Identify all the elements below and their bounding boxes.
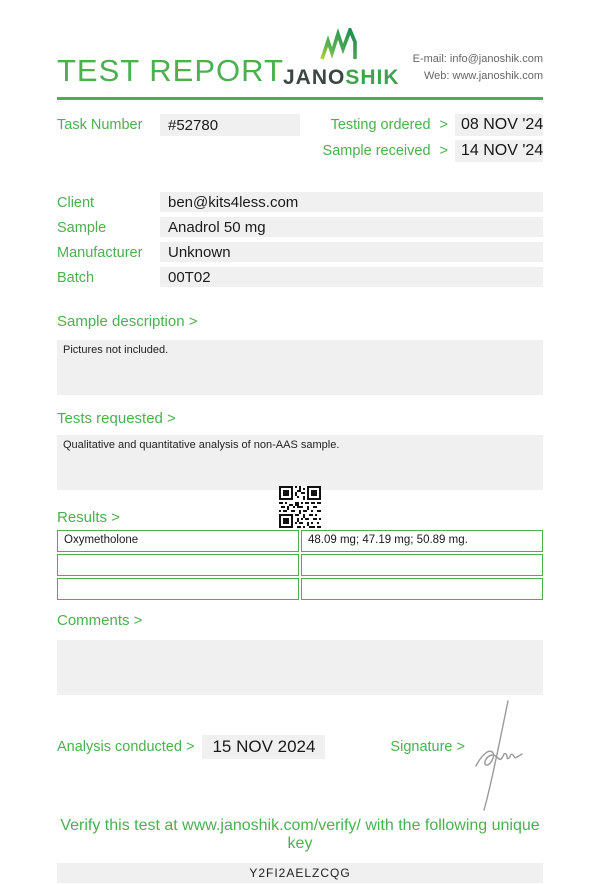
tests-requested-heading: Tests requested > (57, 410, 176, 427)
logo-text-dark: JANO (282, 66, 346, 89)
verify-instruction: Verify this test at www.janoshik.com/verify/ with the following unique key (60, 817, 540, 852)
task-number-group (57, 114, 300, 162)
substance-cell (57, 554, 299, 576)
header-divider (57, 97, 543, 100)
testing-ordered-row (321, 114, 543, 136)
sample-received-row (321, 140, 543, 162)
page-title: TEST REPORT (57, 53, 284, 88)
results-heading: Results > (57, 509, 120, 526)
table-row (57, 530, 543, 552)
sample-label: Sample (57, 220, 107, 236)
testing-ordered-value: 08 NOV '24 (455, 114, 543, 136)
comments-heading: Comments > (57, 612, 143, 629)
contact-email: E-mail: info@janoshik.com (412, 52, 543, 65)
analysis-conducted-value: 15 NOV 2024 (202, 735, 325, 759)
table-row (57, 554, 543, 576)
sample-description-text: Pictures not included. (57, 340, 543, 395)
task-number-label: Task Number (57, 117, 143, 133)
detail-row-manufacturer (57, 242, 543, 262)
results-header (57, 490, 543, 528)
logo-wordmark (283, 67, 400, 88)
analysis-conducted-group (57, 735, 325, 759)
contact-web: Web: www.janoshik.com (423, 70, 543, 83)
manufacturer-label: Manufacturer (57, 245, 143, 261)
substance-cell: Oxymetholone (57, 530, 299, 552)
substance-cell (57, 578, 299, 600)
sample-received-value: 14 NOV '24 (455, 140, 543, 162)
client-value: ben@kits4less.com (160, 192, 543, 212)
detail-row-batch (57, 267, 543, 287)
result-cell (301, 578, 543, 600)
unique-key: Y2FI2AELZCQG (57, 863, 543, 883)
analysis-conducted-label: Analysis conducted > (57, 739, 195, 755)
table-row (57, 578, 543, 600)
handwritten-signature (462, 698, 534, 818)
header (57, 28, 543, 88)
meta-row (57, 114, 543, 162)
sample-value: Anadrol 50 mg (160, 217, 543, 237)
batch-value: 00T02 (160, 267, 543, 287)
logo-text-green: SHIK (345, 66, 400, 89)
testing-ordered-label: Testing ordered (330, 117, 431, 133)
client-label: Client (57, 195, 95, 211)
detail-row-sample (57, 217, 543, 237)
detail-row-client (57, 192, 543, 212)
signature-label: Signature > (390, 739, 465, 755)
comments-text (57, 640, 543, 695)
results-table (57, 530, 543, 600)
chevron-right-icon: > (439, 117, 448, 133)
sample-description-heading: Sample description > (57, 313, 198, 330)
tests-requested-text: Qualitative and quantitative analysis of non-AAS sample. (57, 435, 543, 490)
task-number-value: #52780 (160, 114, 300, 136)
janoshik-logo (283, 28, 400, 88)
batch-label: Batch (57, 270, 95, 286)
result-cell (301, 554, 543, 576)
sample-details (57, 192, 543, 287)
result-cell: 48.09 mg; 47.19 mg; 50.89 mg. (301, 530, 543, 552)
contact-block (413, 51, 543, 88)
chevron-right-icon: > (439, 143, 448, 159)
sample-received-label: Sample received (322, 143, 431, 159)
qr-code (279, 486, 321, 528)
growth-chart-icon (319, 28, 363, 65)
dates-group (321, 114, 543, 162)
manufacturer-value: Unknown (160, 242, 543, 262)
